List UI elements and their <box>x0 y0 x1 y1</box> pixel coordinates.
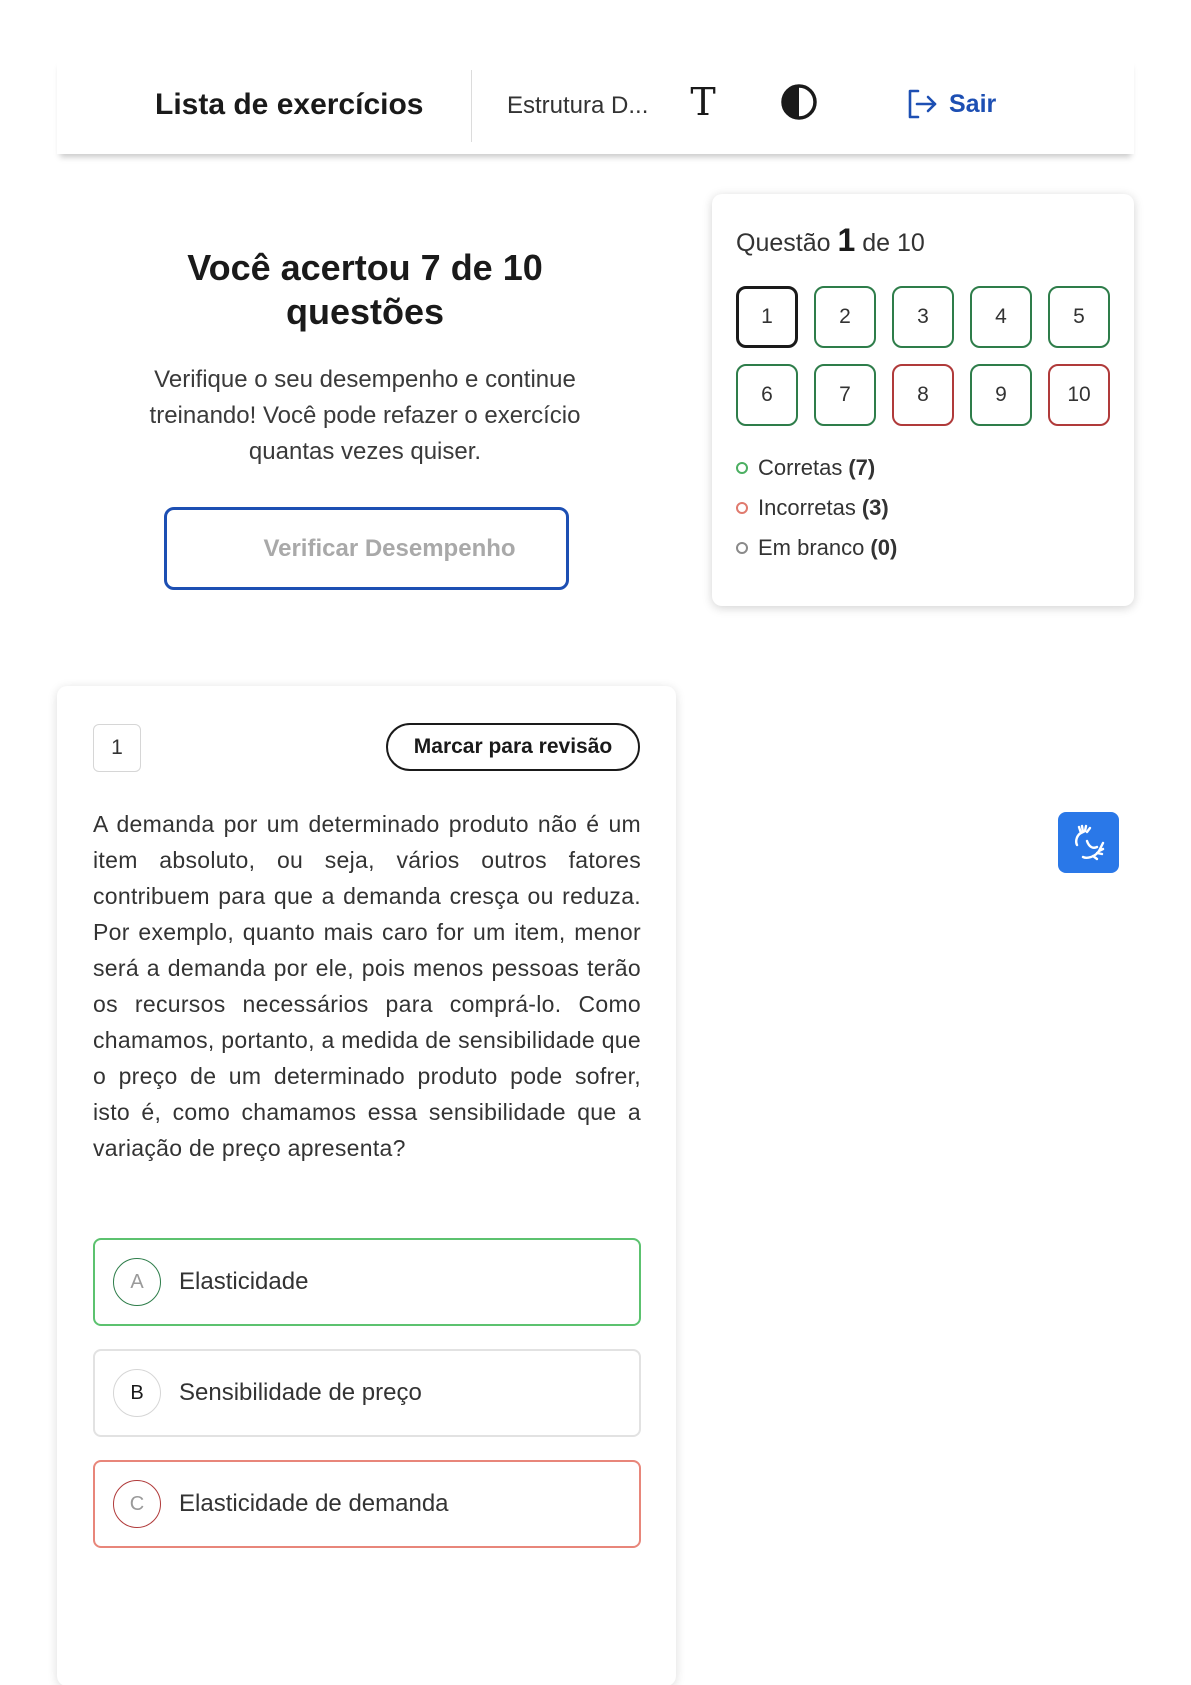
navigator-prefix: Questão <box>736 229 831 257</box>
legend-count: (0) <box>870 535 898 560</box>
current-question-number: 1 <box>837 222 856 258</box>
question-card <box>57 686 676 1685</box>
answer-option-b[interactable] <box>93 1349 641 1437</box>
logout-icon <box>905 87 939 121</box>
legend-count: (7) <box>848 455 876 480</box>
status-legend <box>736 448 897 568</box>
page-title: Lista de exercícios <box>155 88 424 121</box>
option-text: Sensibilidade de preço <box>179 1379 422 1406</box>
option-letter: C <box>113 1480 161 1528</box>
legend-label: Incorretas <box>758 495 856 520</box>
question-nav-2[interactable]: 2 <box>814 286 876 348</box>
question-nav-1[interactable]: 1 <box>736 286 798 348</box>
verify-performance-button[interactable]: Verificar Desempenho <box>164 507 569 590</box>
result-description: Verifique o seu desempenho e continue treinando! Você pode refazer o exercício quantas vezes quiser. <box>149 366 581 465</box>
legend-item <box>736 528 897 568</box>
question-nav-7[interactable]: 7 <box>814 364 876 426</box>
navigator-suffix: de 10 <box>862 229 925 257</box>
header-divider <box>471 70 472 142</box>
legend-dot-icon <box>736 502 748 514</box>
option-text: Elasticidade <box>179 1268 309 1295</box>
question-statement: A demanda por um determinado produto não é um item absoluto, ou seja, vários outros fatores contribuem para que a demanda cresça ou reduza. Por exemplo, quanto mais caro for um item, menor será a demanda por ele, pois menos pessoas terão os recursos necessários para comprá-lo. Como chamamos, portanto, a medida de sensibilidade que o preço de um determinado produto pode sofrer, isto é, como chamamos essa sensibilidade que a variação de preço apresenta? <box>93 811 641 1161</box>
logout-label: Sair <box>949 89 997 118</box>
mark-for-review-button[interactable]: Marcar para revisão <box>386 723 640 771</box>
question-grid <box>736 286 1110 426</box>
legend-item <box>736 488 897 528</box>
contrast-icon[interactable] <box>779 82 819 122</box>
answer-option-a[interactable] <box>93 1238 641 1326</box>
legend-dot-icon <box>736 462 748 474</box>
question-nav-4[interactable]: 4 <box>970 286 1032 348</box>
legend-item <box>736 448 897 488</box>
logout-button[interactable] <box>905 84 996 124</box>
legend-label: Em branco <box>758 535 865 560</box>
font-size-icon[interactable]: T <box>690 80 716 124</box>
top-header <box>57 58 1134 154</box>
legend-count: (3) <box>861 495 889 520</box>
question-nav-9[interactable]: 9 <box>970 364 1032 426</box>
course-title[interactable]: Estrutura D... <box>507 92 649 119</box>
question-navigator <box>712 194 1134 606</box>
navigator-heading <box>736 222 925 259</box>
question-nav-8[interactable]: 8 <box>892 364 954 426</box>
question-nav-10[interactable]: 10 <box>1048 364 1110 426</box>
legend-label: Corretas <box>758 455 843 480</box>
result-title: Você acertou 7 de 10 questões <box>187 247 543 332</box>
legend-dot-icon <box>736 542 748 554</box>
option-letter: B <box>113 1369 161 1417</box>
sign-language-hands-icon <box>1069 823 1109 863</box>
answer-option-c[interactable] <box>93 1460 641 1548</box>
question-nav-5[interactable]: 5 <box>1048 286 1110 348</box>
question-nav-3[interactable]: 3 <box>892 286 954 348</box>
sign-language-button[interactable] <box>1058 812 1119 873</box>
option-text: Elasticidade de demanda <box>179 1490 449 1517</box>
question-nav-6[interactable]: 6 <box>736 364 798 426</box>
question-number-badge: 1 <box>93 724 141 772</box>
option-letter: A <box>113 1258 161 1306</box>
